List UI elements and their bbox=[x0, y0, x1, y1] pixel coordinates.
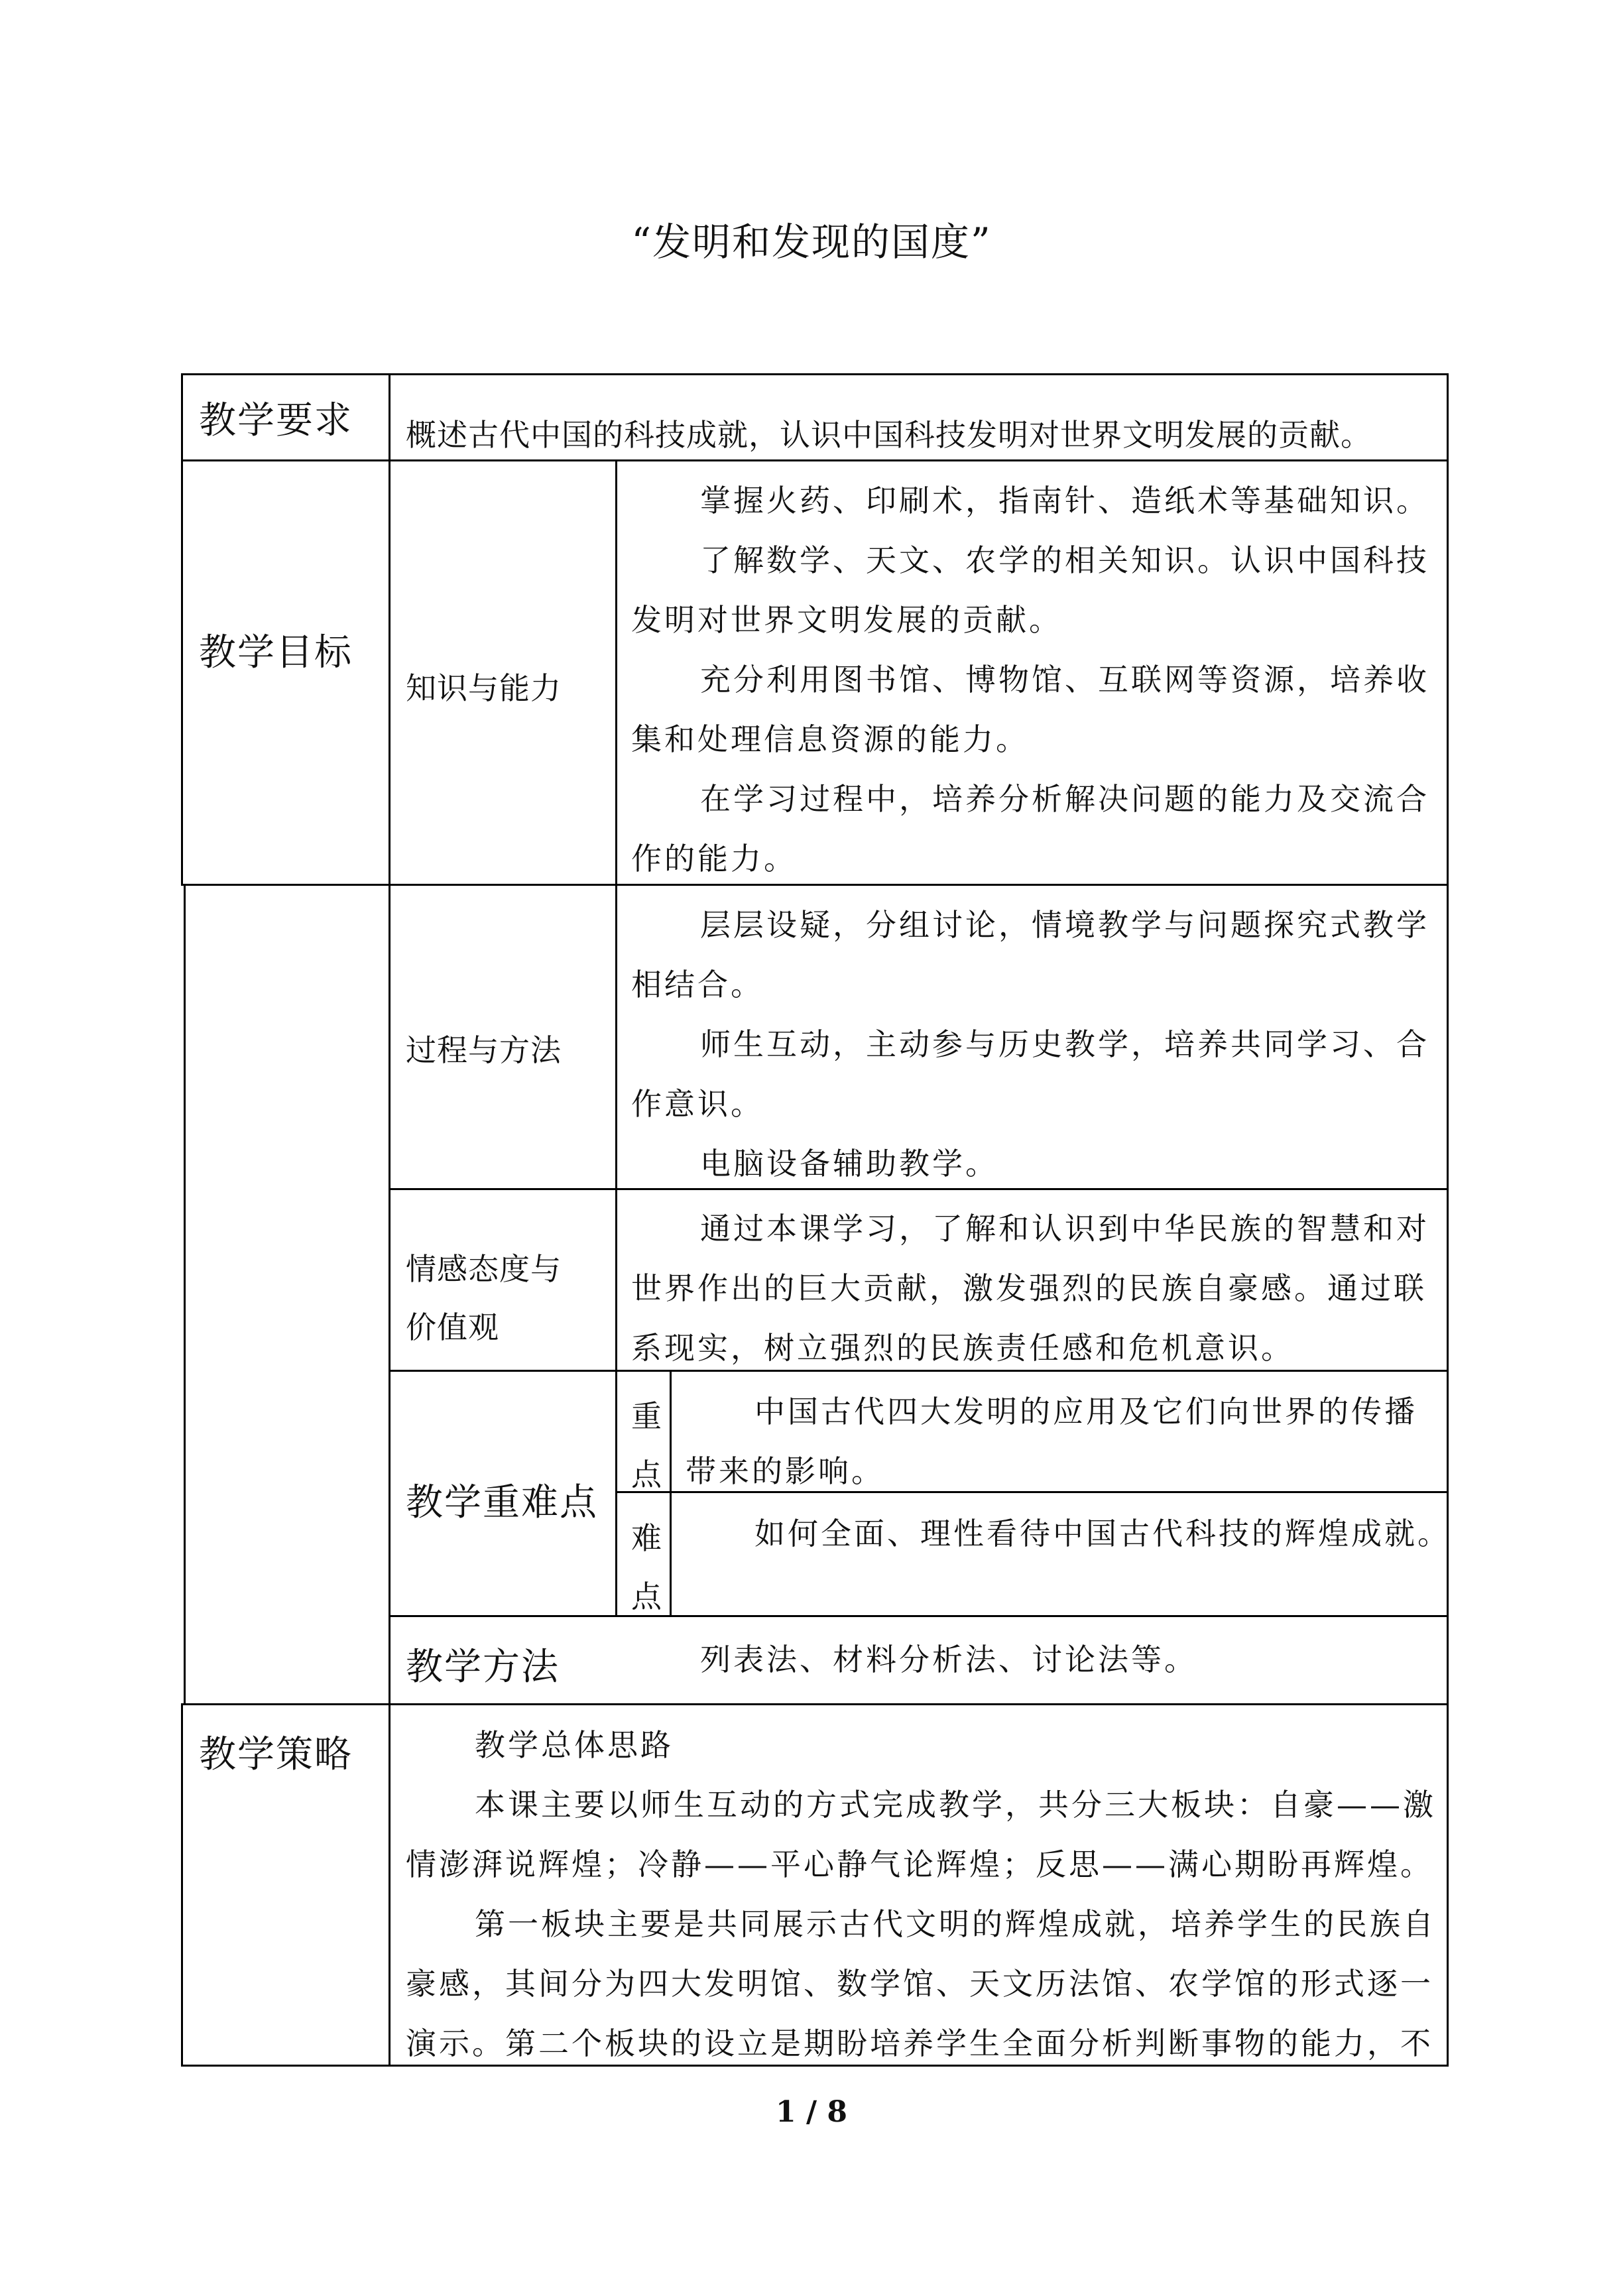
paragraph-line: 在学习过程中，培养分析解决问题的能力及交流合 bbox=[700, 781, 1429, 817]
difficulty-char-2: 点 bbox=[631, 1579, 662, 1614]
page-number: 1 / 8 bbox=[776, 2095, 847, 2129]
key-char-1: 重 bbox=[631, 1398, 662, 1434]
paragraph-line: 系现实，树立强烈的民族责任感和危机意识。 bbox=[631, 1330, 1294, 1366]
paragraph-line: 通过本课学习，了解和认识到中华民族的智慧和对 bbox=[700, 1211, 1429, 1246]
key-point-line2: 带来的影响。 bbox=[686, 1453, 884, 1489]
strategy-label: 教学策略 bbox=[199, 1733, 353, 1776]
strategy-content bbox=[406, 1715, 1436, 2073]
paragraph-line: 发明对世界文明发展的贡献。 bbox=[631, 602, 1062, 638]
paragraph-line: 集和处理信息资源的能力。 bbox=[631, 721, 1029, 757]
requirement-text: 概述古代中国的科技成就，认识中国科技发明对世界文明发展的贡献。 bbox=[406, 417, 1372, 453]
key-point-line1: 中国古代四大发明的应用及它们向世界的传播 bbox=[754, 1394, 1417, 1429]
paragraph-line: 相结合。 bbox=[631, 967, 764, 1002]
process-label: 过程与方法 bbox=[406, 1032, 562, 1068]
methods-label: 教学方法 bbox=[406, 1646, 560, 1689]
column-divider bbox=[389, 373, 391, 2067]
document-title: “发明和发现的国度” bbox=[631, 219, 992, 265]
knowledge-label: 知识与能力 bbox=[406, 670, 562, 706]
paragraph-line: 本课主要以师生互动的方式完成教学，共分三大板块：自豪——激 bbox=[475, 1787, 1436, 1823]
paragraph-line: 豪感，其间分为四大发明馆、数学馆、天文历法馆、农学馆的形式逐一 bbox=[406, 1966, 1433, 2002]
paragraph-line: 演示。第二个板块的设立是期盼培养学生全面分析判断事物的能力，不 bbox=[406, 2025, 1433, 2061]
methods-text: 列表法、材料分析法、讨论法等。 bbox=[700, 1642, 1197, 1677]
paragraph-line: 了解数学、天文、农学的相关知识。认识中国科技 bbox=[700, 542, 1429, 578]
knowledge-content bbox=[631, 471, 1429, 888]
table-border-top bbox=[181, 373, 1449, 375]
paragraph-line: 掌握火药、印刷术，指南针、造纸术等基础知识。 bbox=[700, 483, 1429, 518]
difficulty-line1: 如何全面、理性看待中国古代科技的辉煌成就。 bbox=[754, 1516, 1451, 1551]
key-points-label: 教学重难点 bbox=[406, 1481, 598, 1524]
emotion-label-line2: 价值观 bbox=[406, 1309, 499, 1345]
row-divider bbox=[181, 884, 389, 886]
goals-label: 教学目标 bbox=[199, 631, 353, 674]
emotion-content bbox=[631, 1199, 1429, 1378]
paragraph-line: 充分利用图书馆、博物馆、互联网等资源，培养收 bbox=[700, 662, 1429, 697]
process-content bbox=[631, 895, 1429, 1193]
paragraph-line: 世界作出的巨大贡献，激发强烈的民族自豪感。通过联 bbox=[631, 1270, 1427, 1306]
requirement-label: 教学要求 bbox=[199, 399, 353, 442]
table-border-left bbox=[181, 1703, 183, 2067]
paragraph-line: 层层设疑，分组讨论，情境教学与问题探究式教学 bbox=[700, 907, 1429, 943]
paragraph-line: 师生互动，主动参与历史教学，培养共同学习、合 bbox=[700, 1026, 1429, 1062]
paragraph-line: 情澎湃说辉煌；冷静——平心静气论辉煌；反思——满心期盼再辉煌。 bbox=[406, 1846, 1433, 1882]
paragraph-line: 作意识。 bbox=[631, 1086, 764, 1122]
row-divider bbox=[181, 459, 1449, 461]
emotion-label-line1: 情感态度与 bbox=[406, 1251, 562, 1287]
table-border-right bbox=[1447, 373, 1449, 2067]
table-border-left bbox=[184, 884, 186, 1705]
row-divider bbox=[181, 1703, 1449, 1705]
paragraph-line: 作的能力。 bbox=[631, 841, 797, 876]
paragraph-line: 第一板块主要是共同展示古代文明的辉煌成就，培养学生的民族自 bbox=[475, 1906, 1436, 1942]
column-divider bbox=[615, 459, 617, 1617]
row-divider bbox=[389, 1615, 1449, 1617]
difficulty-char-1: 难 bbox=[631, 1520, 662, 1556]
column-divider bbox=[670, 1370, 672, 1617]
paragraph-line: 教学总体思路 bbox=[475, 1727, 674, 1763]
paragraph-line: 电脑设备辅助教学。 bbox=[700, 1146, 998, 1181]
key-char-2: 点 bbox=[631, 1457, 662, 1492]
table-border-left bbox=[181, 373, 183, 886]
